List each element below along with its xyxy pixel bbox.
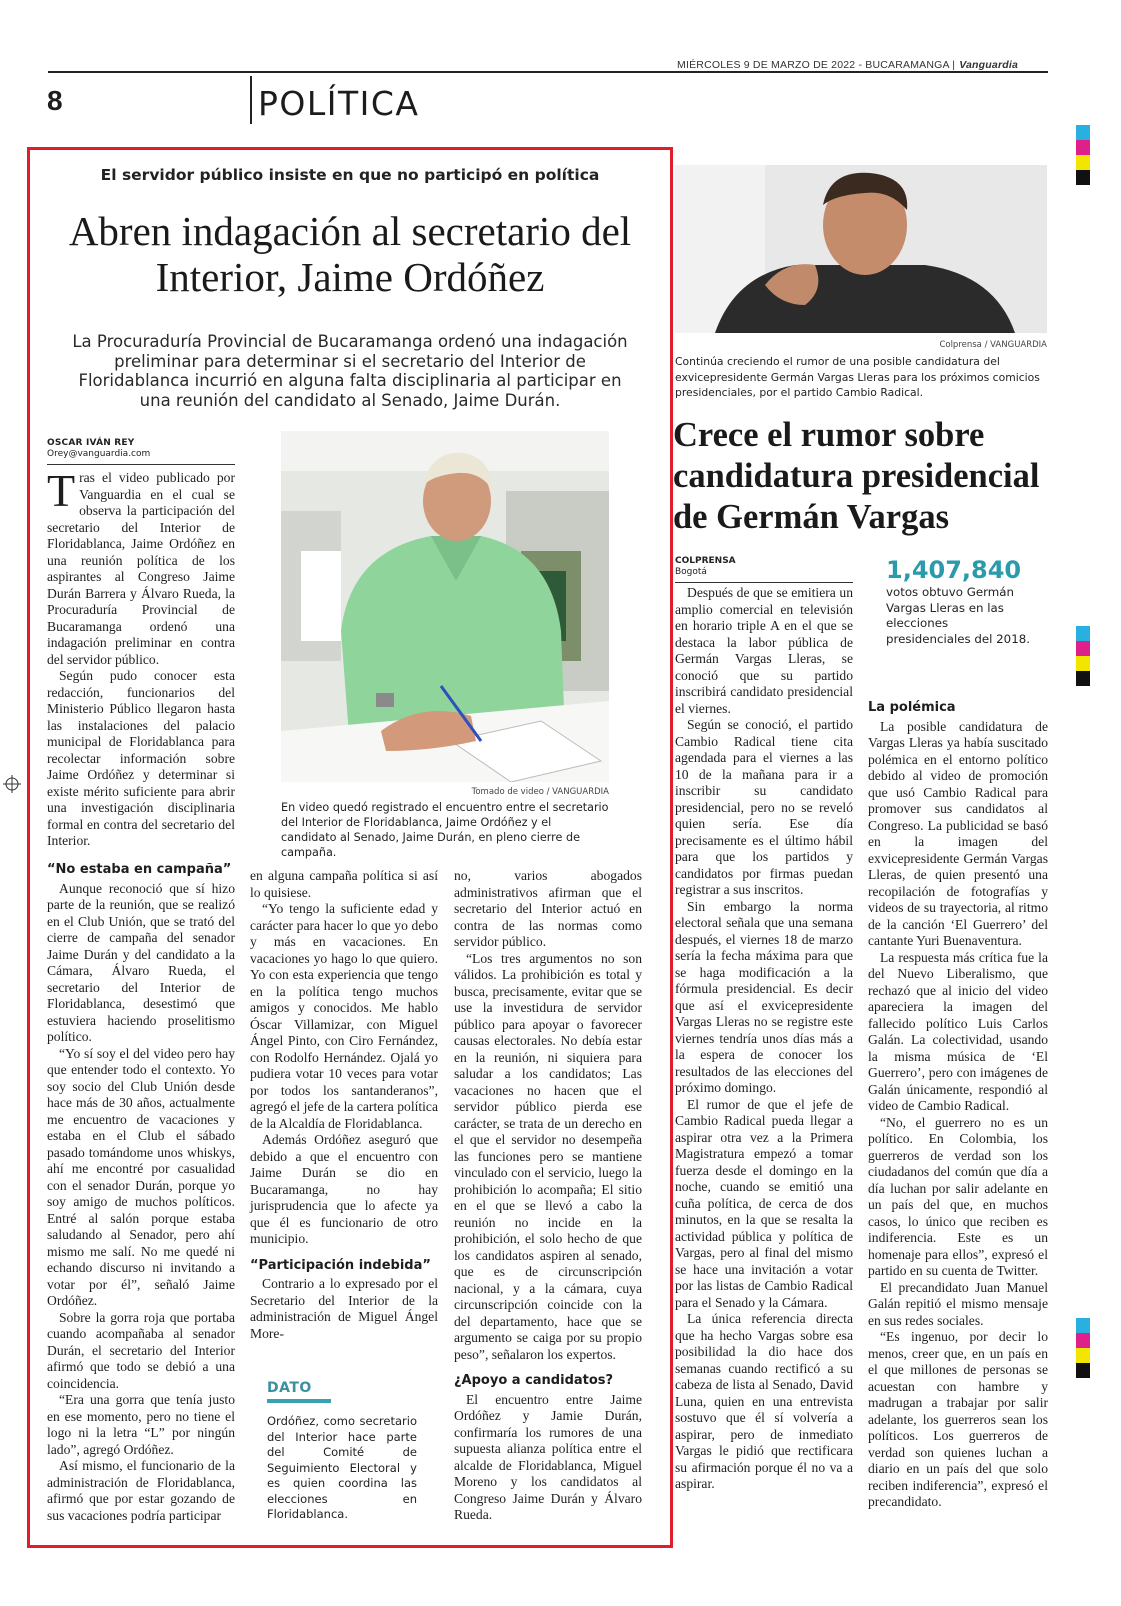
paragraph: Según se conoció, el partido Cambio Radical tiene cita agendada para el viernes a las 10 de la mañana para ir a inscribir su candidato presidencial, pero no se reveló quien sería. Ese día precisamente es el último hábil para que los partidos y candidatos por firmas puedan registrar a sus inscritos.: [675, 717, 853, 897]
side-byline: [675, 556, 736, 578]
byline-rule: [675, 582, 853, 583]
paragraph: Sobre la gorra roja que portaba cuando acompañaba al senador Durán, el secretario del Interior afirmó que todo se debió a una coincidencia.: [47, 1309, 235, 1391]
side-byline-agency: COLPRENSA: [675, 556, 736, 566]
paragraph: Además Ordóñez aseguró que debido a que el encuentro con Jaime Durán se dio en Bucaramanga, no hay jurisprudencia que lo afecte ya que él es funcionario de otro municipio.: [250, 1132, 438, 1246]
paragraph: “Yo tengo la suficiente edad y carácter para hacer lo que yo debo y más en vacaciones. En vacaciones yo hago lo que quiero. Yo con esta experiencia que tengo en la política tengo muchos amigos y conocidos. Me hablo Óscar Villamizar, con Miguel Ángel Pinto, con Ciro Fernández, con Rodolfo Hernández. Ojalá yo pudiera votar 10 veces para votar por todos los santanderanos”, agregó el jefe de la cartera política de la Alcaldía de Floridablanca.: [250, 901, 438, 1131]
section-title: POLÍTICA: [258, 84, 420, 123]
subhead-participacion: “Participación indebida”: [250, 1257, 431, 1273]
paragraph: “Los tres argumentos no son válidos. La prohibición es total y busca, precisamente, evitar que se use la investidura de servidor público para apoyar o favorecer causas electorales. No debía estar en la reunión, ni siquiera para saludar a los candidatos; Las vacaciones no hacen que el servidor público pierda ese carácter, se trata de un derecho en el que el servidor no desempeña las funciones pero se mantiene vinculado con el servicio, luego la prohibición lo acompaña; El sitio en el que se llevó a cabo la reunión no incide en la prohibición, el solo hecho de que los candidatos aspiren al senado, que es de circunscripción nacional, y a la cámara, cuya circunscripción coincide con la del departamento, hace que se argumento se caiga por su propio peso”, señalaron los expertos.: [454, 950, 642, 1362]
column-1-bottom: [47, 852, 235, 1524]
byline-author: OSCAR IVÁN REY: [47, 438, 135, 448]
byline-email[interactable]: Orey@vanguardia.com: [47, 449, 151, 459]
crosshair-icon: [3, 775, 21, 793]
photo-illustration: [281, 431, 609, 782]
paragraph: La respuesta más crítica fue la del Nuevo Liberalismo, que rechazó que al inicio del video apareciera la imagen del fallecido político Luis Carlos Galán. La colectividad, usando la misma música de ‘El Guerrero’, pero con imágenes de Galán únicamente, respondió al video de Cambio Radical.: [868, 949, 1048, 1113]
photo-illustration: [675, 165, 1047, 333]
paragraph: en alguna campaña política si así lo quisiese.: [250, 868, 438, 900]
paragraph: Sin embargo la norma electoral señala que una semana después, el viernes 18 de marzo sería la fecha máxima para que se haga modificación a la fórmula presidencial. Es decir que así el exvicepresidente Vargas Lleras no se registre este viernes tendría unos días más a la espera de conocer los resultados de las elecciones del próximo domingo.: [675, 898, 853, 1095]
subhead-apoyo: ¿Apoyo a candidatos?: [454, 1373, 614, 1388]
column-2: [250, 868, 438, 1342]
paragraph-text: ras el video publicado por Vanguardia en el cual se observa la participación del secretario del Interior de Floridablanca, Jaime Ordóñez en una reunión política de los aspirantes al Congreso Jaime Durán Barrera y Álvaro Rueda, la Procuraduría Provincial de Bucaramanga ordenó una indagación preliminar en contra del servidor público.: [47, 470, 235, 667]
header-rule: [48, 71, 1048, 73]
side-article-headline[interactable]: Crece el rumor sobre candidatura presidencial de Germán Vargas: [673, 416, 1040, 536]
photo-caption: En video quedó registrado el encuentro entre el secretario del Interior de Floridablanca, Jaime Ordóñez y el candidato al Senado, Jaime Durán, en pleno cierre de campaña.: [281, 801, 609, 859]
subhead-no-estaba: “No estaba en campaña”: [47, 862, 232, 877]
dato-accent-bar: [267, 1399, 331, 1403]
column-1-top: [47, 465, 235, 850]
column-3: [454, 868, 642, 1524]
paragraph: “No, el guerrero no es un político. En Colombia, los guerreros de verdad son los ciudadanos del común que día a día luchan por salir adelante en un país del que, en muchos casos, lo único que reciben es indiferencia. Este es un homenaje para ellos”, expresó el partido en su cuenta de Twitter.: [868, 1114, 1048, 1278]
registration-mark: [1076, 1318, 1090, 1378]
paragraph: Aunque reconoció que sí hizo parte de la reunión, que se realizó en el Club Unión, que se trató del cierre de campaña del senador Jaime Durán y del candidato a la Cámara, Álvaro Rueda, el secretario del Interior de Floridablanca, desestimó que estuviera haciendo proselitismo político.: [47, 880, 235, 1044]
photo-german-vargas: [675, 165, 1047, 333]
registration-mark: [1076, 626, 1090, 686]
side-byline-city: Bogotá: [675, 567, 707, 577]
byline: [47, 438, 150, 460]
paragraph: [47, 465, 235, 668]
paragraph: no, varios abogados administrativos afirman que el secretario del Interior actuó en contra de las normas como servidor público.: [454, 868, 642, 949]
stat-text: votos obtuvo Germán Vargas Lleras en las elecciones presidenciales del 2018.: [886, 585, 1030, 646]
paragraph: La única referencia directa que ha hecho Vargas sobre esa posibilidad la dio hace dos semanas cuando rectificó a su cabeza de lista al Senado, David Luna, quien en una entrevista sostuvo que él sí volvería a aspirar, pero de inmediato Vargas le pidió que rectificara su afirmación porque él no va a aspirar.: [675, 1311, 853, 1491]
page-number: 8: [47, 85, 63, 116]
paragraph: El rumor de que el jefe de Cambio Radical pueda llegar a aspirar otra vez a la Primera Magistratura empezó a tomar fuerza desde el domingo en la noche, cuando se emitió una cuña política, de cerca de dos minutos, en la que se resalta la actividad pública y política de Vargas, pero al final del mismo se hace una invitación a votar por las listas de Cambio Radical para el Senado y la Cámara.: [675, 1096, 853, 1310]
photo-credit: Tomado de video / VANGUARDIA: [471, 787, 609, 797]
subhead-polemica: La polémica: [868, 700, 956, 715]
paragraph: La posible candidatura de Vargas Lleras ya había suscitado polémica en el entorno político debido al video de promoción que usó Cambio Radical para promover sus candidatos al Congreso. La publicidad se basó en la imagen del exvicepresidente Germán Vargas Lleras, de quien presentó una recopilación de fotografías y videos de su trayectoria, al ritmo de la canción ‘El Guerrero’ del cantante Yuri Buenaventura.: [868, 718, 1048, 948]
paragraph: Después de que se emitiera un amplio comercial en televisión en horario triple A en el que se destaca la labor pública de Germán Vargas Lleras, se conoció que su partido inscribirá candidato presidencial el viernes.: [675, 585, 853, 716]
paragraph: “Es ingenuo, por decir lo menos, creer que, en un país en el que millones de personas se acuestan con hambre y madrugan a trabajar por salir adelante, los guerreros sean los políticos. Los guerreros de verdad son quienes luchan a diario en un país del que solo reciben indiferencia”, expresó el precandidato.: [868, 1329, 1048, 1509]
column-4: [675, 585, 853, 1493]
paragraph: El encuentro entre Jaime Ordóñez y Jamie Durán, confirmaría los rumores de una supuesta alianza política entre el alcalde de Floridablanca, Miguel Moreno y los candidatos al Congreso Jaime Durán y Álvaro Rueda.: [454, 1391, 642, 1522]
dato-label: DATO: [267, 1380, 312, 1396]
column-5: [868, 700, 1048, 1511]
paragraph: Según pudo conocer esta redacción, funcionarios del Ministerio Público llegaron hasta las instalaciones del palacio municipal de Floridablanca para recolectar información sobre Jaime Ordóñez y determinar si existe mérito suficiente para abrir una investigación disciplinaria formal en contra del secretario del Interior.: [47, 668, 235, 848]
drop-cap: T: [47, 465, 76, 516]
registration-mark: [1076, 125, 1090, 185]
paragraph: El precandidato Juan Manuel Galán repitió el mismo mensaje en sus redes sociales.: [868, 1279, 1048, 1328]
section-divider: [250, 76, 252, 124]
brand-logo[interactable]: Vanguardia: [959, 59, 1018, 71]
article-headline[interactable]: Abren indagación al secretario del Interior, Jaime Ordóñez: [68, 208, 632, 300]
paragraph: “Yo sí soy el del video pero hay que entender todo el contexto. Yo soy socio del Club Unión desde hace más de 30 años, actualmente me encuentro de vacaciones y estaba en el Club el sábado pasado tomándome unos whiskys, ahí me encontré por casualidad con el senador Durán, porque yo soy amigo de muchos políticos. Entré al salón porque estaba saludando al Senador, pero ahí mismo me salí. No me quedé ni echando discurso ni invitando a votar por él”, señaló Jaime Ordóñez.: [47, 1045, 235, 1308]
photo-credit: Colprensa / VANGUARDIA: [939, 340, 1047, 350]
dateline-text: MIÉRCOLES 9 DE MARZO DE 2022 - BUCARAMANGA |: [677, 59, 956, 71]
paragraph: Contrario a lo expresado por el Secretario del Interior de la administración de Miguel Ángel More-: [250, 1276, 438, 1341]
stat-number: 1,407,840: [886, 556, 1022, 584]
photo-caption: Continúa creciendo el rumor de una posible candidatura del exvicepresidente Germán Vargas Lleras para los próximos comicios presidenciales, por el partido Cambio Radical.: [675, 355, 1040, 399]
paragraph: “Era una gorra que tenía justo en ese momento, pero no tiene el logo ni la letra “L” por ningún lado”, agregó Ordóñez.: [47, 1392, 235, 1457]
article-lede: La Procuraduría Provincial de Bucaramanga ordenó una indagación preliminar para determinar si el secretario del Interior de Floridablanca incurrió en alguna falta disciplinaria al participar en una reunión del candidato al Senado, Jaime Durán.: [72, 332, 628, 410]
article-kicker: El servidor público insiste en que no participó en política: [100, 166, 600, 184]
dato-text: Ordóñez, como secretario del Interior hace parte del Comité de Seguimiento Electoral y es quien coordina las elecciones en Floridablanca.: [267, 1414, 417, 1521]
photo-jaime-ordonez: [281, 431, 609, 782]
byline-rule: [47, 464, 235, 465]
dateline: [677, 59, 1018, 71]
paragraph: Así mismo, el funcionario de la administración de Floridablanca, afirmó que por estar gozando de sus vacaciones podría participar: [47, 1458, 235, 1523]
